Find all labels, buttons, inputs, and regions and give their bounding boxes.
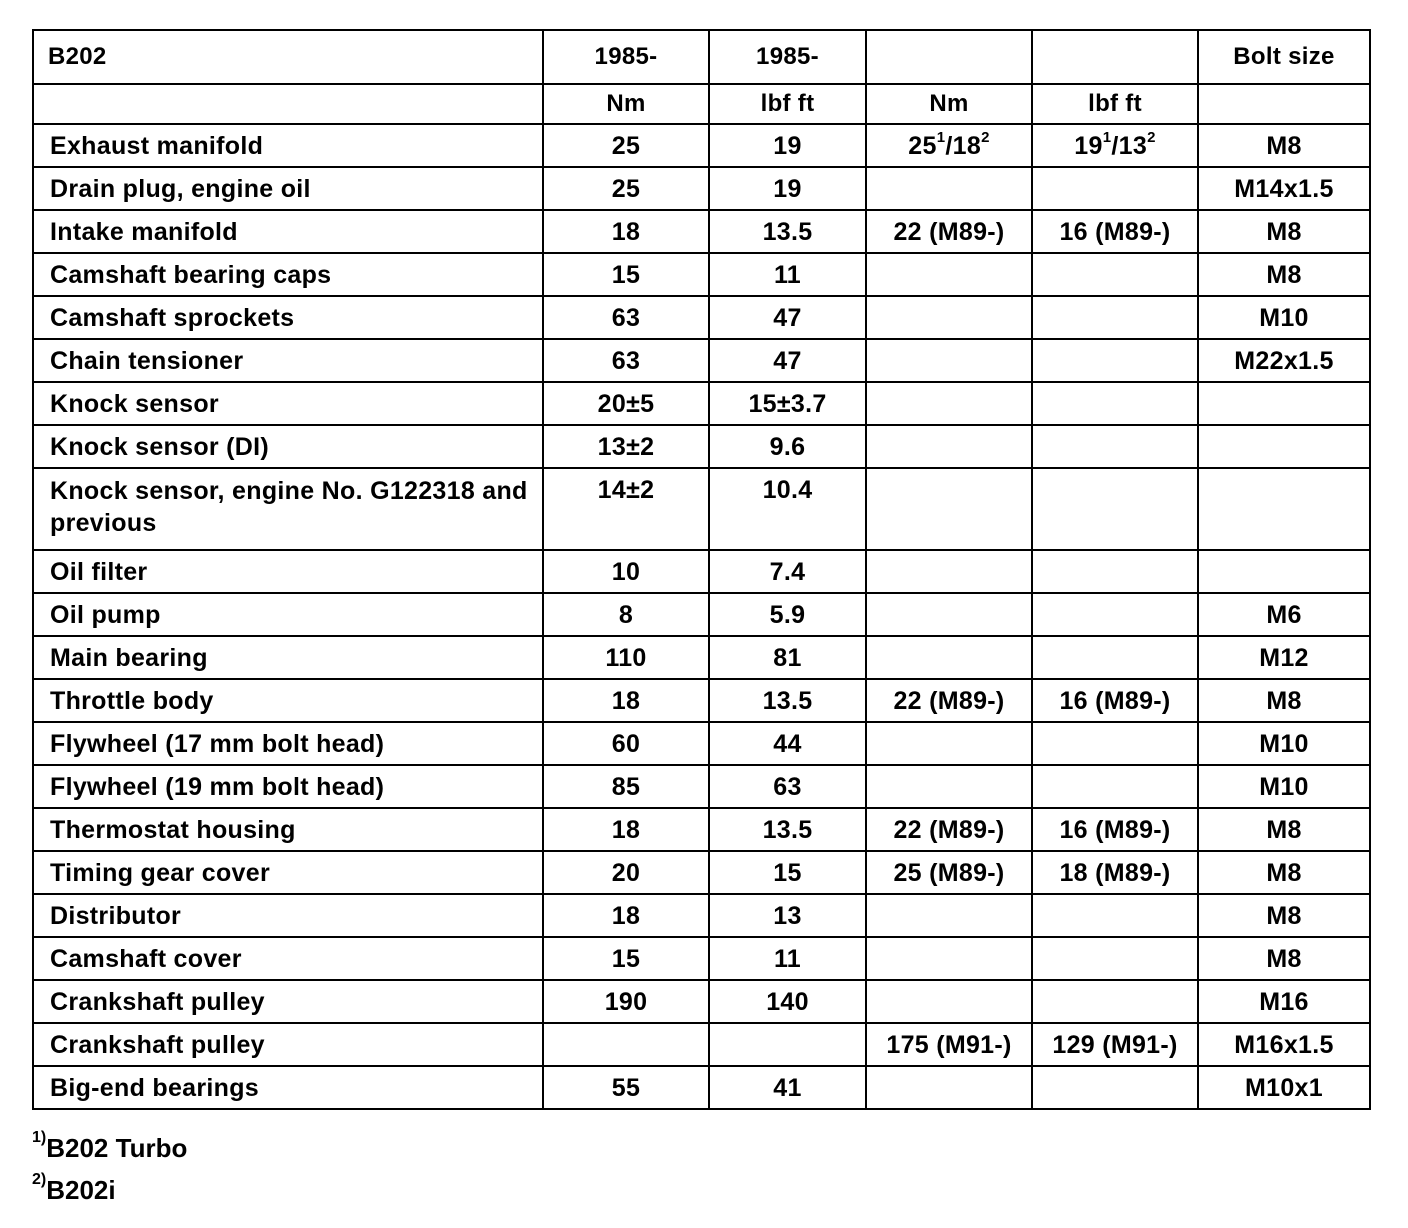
cell-component: Distributor (33, 894, 543, 937)
footnote-1-mark: 1) (32, 1129, 47, 1146)
cell-component: Camshaft bearing caps (33, 253, 543, 296)
header-unit-lbf-1985: lbf ft (709, 84, 866, 124)
table-row (33, 894, 1370, 937)
cell-bolt-size: M8 (1198, 210, 1370, 253)
cell-lbf-1985: 41 (709, 1066, 866, 1109)
cell-lbf-1985: 11 (709, 253, 866, 296)
cell-component: Camshaft sprockets (33, 296, 543, 339)
cell-component: Chain tensioner (33, 339, 543, 382)
cell-lbf (1032, 937, 1198, 980)
cell-lbf-1985: 19 (709, 124, 866, 167)
cell-component: Flywheel (19 mm bolt head) (33, 765, 543, 808)
table-row (33, 210, 1370, 253)
cell-lbf-1985: 47 (709, 296, 866, 339)
cell-lbf (1032, 296, 1198, 339)
cell-bolt-size: M10 (1198, 722, 1370, 765)
cell-lbf-1985: 13.5 (709, 808, 866, 851)
cell-lbf (1032, 1066, 1198, 1109)
cell-lbf: 129 (M91-) (1032, 1023, 1198, 1066)
cell-component: Knock sensor, engine No. G122318 and previous (33, 468, 543, 550)
cell-bolt-size: M10 (1198, 765, 1370, 808)
cell-nm-1985: 14±2 (543, 468, 709, 550)
cell-lbf-1985: 11 (709, 937, 866, 980)
table-row (33, 765, 1370, 808)
table-row (33, 425, 1370, 468)
cell-nm (866, 765, 1032, 808)
cell-lbf (1032, 253, 1198, 296)
cell-lbf-1985: 7.4 (709, 550, 866, 593)
cell-nm (866, 980, 1032, 1023)
table-row (33, 593, 1370, 636)
cell-component: Oil pump (33, 593, 543, 636)
cell-lbf: 16 (M89-) (1032, 679, 1198, 722)
cell-bolt-size: M16 (1198, 980, 1370, 1023)
cell-nm: 22 (M89-) (866, 808, 1032, 851)
cell-nm (866, 937, 1032, 980)
cell-lbf-1985: 10.4 (709, 468, 866, 550)
cell-lbf: 18 (M89-) (1032, 851, 1198, 894)
cell-lbf (1032, 636, 1198, 679)
cell-bolt-size: M8 (1198, 851, 1370, 894)
footnote-2 (32, 1171, 116, 1206)
cell-component: Thermostat housing (33, 808, 543, 851)
cell-nm-1985: 15 (543, 937, 709, 980)
cell-lbf (1032, 339, 1198, 382)
cell-nm (866, 468, 1032, 550)
cell-nm-1985: 85 (543, 765, 709, 808)
cell-lbf (1032, 167, 1198, 210)
cell-lbf-1985: 19 (709, 167, 866, 210)
cell-nm-1985: 20 (543, 851, 709, 894)
cell-nm-1985: 18 (543, 679, 709, 722)
cell-lbf-1985: 13.5 (709, 210, 866, 253)
cell-lbf-1985: 44 (709, 722, 866, 765)
footnote-2-mark: 2) (32, 1171, 47, 1188)
cell-lbf-1985 (709, 1023, 866, 1066)
cell-bolt-size: M16x1.5 (1198, 1023, 1370, 1066)
cell-nm-1985: 25 (543, 167, 709, 210)
header-row-years (33, 30, 1370, 84)
cell-bolt-size (1198, 550, 1370, 593)
cell-nm (866, 722, 1032, 765)
cell-lbf (1032, 425, 1198, 468)
cell-lbf-1985: 63 (709, 765, 866, 808)
cell-lbf (1032, 894, 1198, 937)
cell-component: Main bearing (33, 636, 543, 679)
cell-bolt-size: M22x1.5 (1198, 339, 1370, 382)
cell-bolt-size (1198, 382, 1370, 425)
cell-component: Crankshaft pulley (33, 980, 543, 1023)
cell-nm-1985: 110 (543, 636, 709, 679)
cell-component: Flywheel (17 mm bolt head) (33, 722, 543, 765)
cell-nm-1985: 13±2 (543, 425, 709, 468)
cell-nm: 22 (M89-) (866, 210, 1032, 253)
cell-nm (866, 425, 1032, 468)
cell-bolt-size: M10 (1198, 296, 1370, 339)
footnote-2-text: B202i (46, 1175, 116, 1205)
footnote-1 (32, 1129, 188, 1164)
cell-component: Oil filter (33, 550, 543, 593)
header-year-nm: 1985- (543, 30, 709, 84)
table-row (33, 124, 1370, 167)
header-year-lbf: 1985- (709, 30, 866, 84)
cell-nm (866, 296, 1032, 339)
cell-lbf: 16 (M89-) (1032, 210, 1198, 253)
cell-lbf (1032, 980, 1198, 1023)
footnote-1-text: B202 Turbo (46, 1133, 188, 1163)
table-row (33, 980, 1370, 1023)
table-row (33, 679, 1370, 722)
cell-nm-1985: 18 (543, 894, 709, 937)
cell-lbf-1985: 15 (709, 851, 866, 894)
table-row (33, 1023, 1370, 1066)
cell-nm-1985: 8 (543, 593, 709, 636)
cell-nm (866, 894, 1032, 937)
cell-bolt-size: M12 (1198, 636, 1370, 679)
table-row (33, 636, 1370, 679)
cell-nm-1985: 10 (543, 550, 709, 593)
cell-component: Camshaft cover (33, 937, 543, 980)
header-engine-code: B202 (33, 30, 543, 84)
cell-nm (866, 167, 1032, 210)
cell-lbf-1985: 5.9 (709, 593, 866, 636)
cell-nm (866, 339, 1032, 382)
cell-bolt-size: M14x1.5 (1198, 167, 1370, 210)
cell-lbf-1985: 47 (709, 339, 866, 382)
cell-lbf (1032, 722, 1198, 765)
cell-nm-1985 (543, 1023, 709, 1066)
cell-bolt-size: M8 (1198, 937, 1370, 980)
cell-lbf-1985: 9.6 (709, 425, 866, 468)
cell-component: Big-end bearings (33, 1066, 543, 1109)
cell-component: Intake manifold (33, 210, 543, 253)
cell-lbf (1032, 593, 1198, 636)
cell-lbf-1985: 140 (709, 980, 866, 1023)
cell-lbf-1985: 13 (709, 894, 866, 937)
cell-component: Knock sensor (DI) (33, 425, 543, 468)
table-row (33, 808, 1370, 851)
cell-component: Drain plug, engine oil (33, 167, 543, 210)
cell-bolt-size: M6 (1198, 593, 1370, 636)
cell-nm-1985: 63 (543, 296, 709, 339)
table-row (33, 1066, 1370, 1109)
cell-nm (866, 636, 1032, 679)
cell-lbf (1032, 468, 1198, 550)
cell-lbf-1985: 81 (709, 636, 866, 679)
cell-bolt-size (1198, 425, 1370, 468)
cell-nm (866, 593, 1032, 636)
cell-nm-1985: 20±5 (543, 382, 709, 425)
cell-nm: $25^1/18^2$ (866, 124, 1032, 167)
cell-component: Throttle body (33, 679, 543, 722)
cell-nm (866, 550, 1032, 593)
cell-nm-1985: 18 (543, 210, 709, 253)
table-row (33, 937, 1370, 980)
table-row (33, 296, 1370, 339)
header-unit-nm-1985: Nm (543, 84, 709, 124)
table-row (33, 851, 1370, 894)
torque-specifications-table (32, 29, 1371, 1110)
table-row (33, 167, 1370, 210)
table-row (33, 468, 1370, 550)
cell-bolt-size: M8 (1198, 808, 1370, 851)
cell-lbf-1985: 15±3.7 (709, 382, 866, 425)
header-unit-bolt-blank (1198, 84, 1370, 124)
cell-lbf (1032, 382, 1198, 425)
header-bolt-size: Bolt size (1198, 30, 1370, 84)
cell-lbf: 16 (M89-) (1032, 808, 1198, 851)
header-row-units (33, 84, 1370, 124)
cell-nm-1985: 190 (543, 980, 709, 1023)
header-blank-nm (866, 30, 1032, 84)
cell-nm: 175 (M91-) (866, 1023, 1032, 1066)
table-row (33, 722, 1370, 765)
cell-bolt-size: M10x1 (1198, 1066, 1370, 1109)
header-units-blank (33, 84, 543, 124)
table-row (33, 382, 1370, 425)
cell-nm-1985: 18 (543, 808, 709, 851)
cell-nm (866, 382, 1032, 425)
cell-nm-1985: 55 (543, 1066, 709, 1109)
cell-nm-1985: 63 (543, 339, 709, 382)
cell-nm: 22 (M89-) (866, 679, 1032, 722)
table-body (33, 30, 1370, 1109)
cell-bolt-size: M8 (1198, 124, 1370, 167)
cell-bolt-size: M8 (1198, 894, 1370, 937)
cell-component: Crankshaft pulley (33, 1023, 543, 1066)
cell-component: Knock sensor (33, 382, 543, 425)
cell-nm: 25 (M89-) (866, 851, 1032, 894)
header-blank-lbf (1032, 30, 1198, 84)
cell-component: Timing gear cover (33, 851, 543, 894)
cell-lbf (1032, 550, 1198, 593)
cell-nm-1985: 60 (543, 722, 709, 765)
header-unit-lbf: lbf ft (1032, 84, 1198, 124)
cell-bolt-size: M8 (1198, 679, 1370, 722)
cell-lbf: $19^1/13^2$ (1032, 124, 1198, 167)
cell-nm (866, 1066, 1032, 1109)
cell-bolt-size: M8 (1198, 253, 1370, 296)
table-row (33, 253, 1370, 296)
cell-lbf-1985: 13.5 (709, 679, 866, 722)
cell-nm (866, 253, 1032, 296)
table-row (33, 550, 1370, 593)
cell-component: Exhaust manifold (33, 124, 543, 167)
header-unit-nm: Nm (866, 84, 1032, 124)
table-row (33, 339, 1370, 382)
cell-lbf (1032, 765, 1198, 808)
cell-nm-1985: 15 (543, 253, 709, 296)
cell-bolt-size (1198, 468, 1370, 550)
cell-nm-1985: 25 (543, 124, 709, 167)
